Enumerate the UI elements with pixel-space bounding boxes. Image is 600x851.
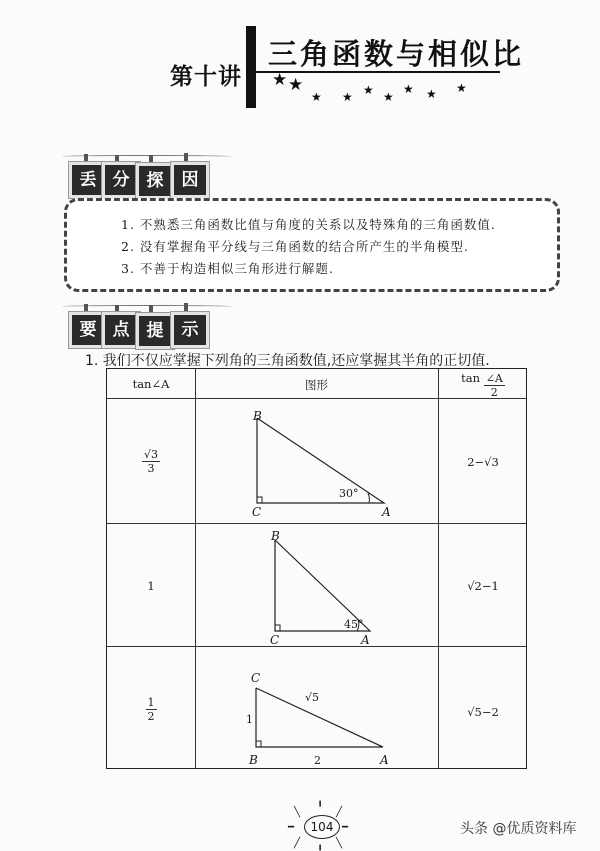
triangle-45-figure	[195, 523, 438, 646]
ray-icon: ╱	[294, 838, 301, 849]
header-figure: 图形	[305, 378, 328, 392]
header-half-tan	[438, 371, 528, 399]
angle-label: 45°	[344, 618, 364, 631]
header-tan-a: tan∠A	[132, 377, 170, 391]
label-board: 提	[136, 313, 174, 349]
watermark: 头条 @优质资料库	[460, 821, 577, 837]
vertex-label: B	[253, 409, 262, 423]
fraction	[142, 448, 160, 475]
half-tan-row1: 2−√3	[467, 455, 499, 469]
ray-icon: ╹	[317, 802, 324, 813]
error-item: 1. 不熟悉三角函数比值与角度的关系以及特殊角的三角函数值.	[121, 217, 496, 232]
trig-table	[106, 368, 527, 769]
label-board: 丢	[69, 162, 107, 198]
star-icon: ★	[363, 83, 374, 97]
ray-icon: ╻	[317, 840, 324, 851]
tan-value-row3	[107, 695, 195, 723]
star-icon: ★	[383, 90, 394, 104]
label-board: 点	[102, 312, 140, 348]
clip-icon	[184, 303, 188, 312]
header-bar	[246, 26, 256, 108]
numerator: ∠A	[485, 372, 503, 385]
half-tan-row3: √5−2	[467, 705, 499, 719]
star-icon: ★	[342, 90, 353, 104]
side-label: 1	[246, 713, 253, 726]
star-icon: ★	[426, 87, 437, 101]
key-point-1: 1. 我们不仅应掌握下列角的三角函数值,还应掌握其半角的正切值.	[85, 353, 490, 369]
numerator: √3	[143, 448, 158, 461]
header-rule	[256, 71, 500, 73]
ray-icon: ━	[342, 822, 349, 833]
fraction	[146, 696, 157, 723]
vertex-label: B	[271, 529, 280, 543]
vertex-label: C	[270, 633, 280, 647]
lecture-number: 第十讲	[170, 64, 242, 90]
vertex-label: A	[380, 753, 389, 767]
denominator: 2	[147, 710, 155, 723]
numerator: 1	[147, 696, 155, 709]
ray-icon: ╱	[336, 807, 343, 818]
lost-points-box	[64, 198, 560, 292]
denominator: 3	[147, 462, 155, 475]
label-board: 要	[69, 312, 107, 348]
page-number: 104	[304, 815, 340, 839]
vertex-label: C	[252, 505, 262, 519]
clip-icon	[184, 153, 188, 162]
star-icon: ★	[403, 82, 414, 96]
tan-value-row2: 1	[147, 579, 155, 593]
vertex-label: A	[361, 633, 370, 647]
triangle-1-2-figure	[195, 646, 438, 770]
star-icon: ★	[288, 75, 304, 95]
side-label: 2	[314, 754, 321, 767]
fraction	[484, 372, 505, 399]
star-icon: ★	[311, 90, 322, 104]
vertex-label: B	[249, 753, 258, 767]
denominator: 2	[490, 386, 498, 399]
angle-label: 30°	[339, 487, 359, 500]
vertex-label: A	[382, 505, 391, 519]
tan-label: tan	[461, 371, 481, 385]
ray-icon: ╲	[336, 838, 343, 849]
error-item: 3. 不善于构造相似三角形进行解题.	[121, 261, 334, 276]
label-board: 探	[136, 163, 174, 199]
error-item: 2. 没有掌握角平分线与三角函数的结合所产生的半角模型.	[121, 239, 469, 254]
page-title: 三角函数与相似比	[268, 37, 525, 71]
triangle-30-figure	[195, 398, 438, 523]
star-icon: ★	[456, 81, 467, 95]
star-icon: ★	[272, 70, 288, 90]
half-tan-row2: √2−1	[467, 579, 499, 593]
tan-value-row1	[107, 447, 195, 475]
ray-icon: ╲	[294, 807, 301, 818]
label-board: 示	[171, 312, 209, 348]
vertex-label: C	[251, 671, 261, 685]
label-board: 因	[171, 162, 209, 198]
ray-icon: ━	[288, 822, 295, 833]
side-label: √5	[305, 691, 320, 704]
label-board: 分	[102, 162, 140, 198]
